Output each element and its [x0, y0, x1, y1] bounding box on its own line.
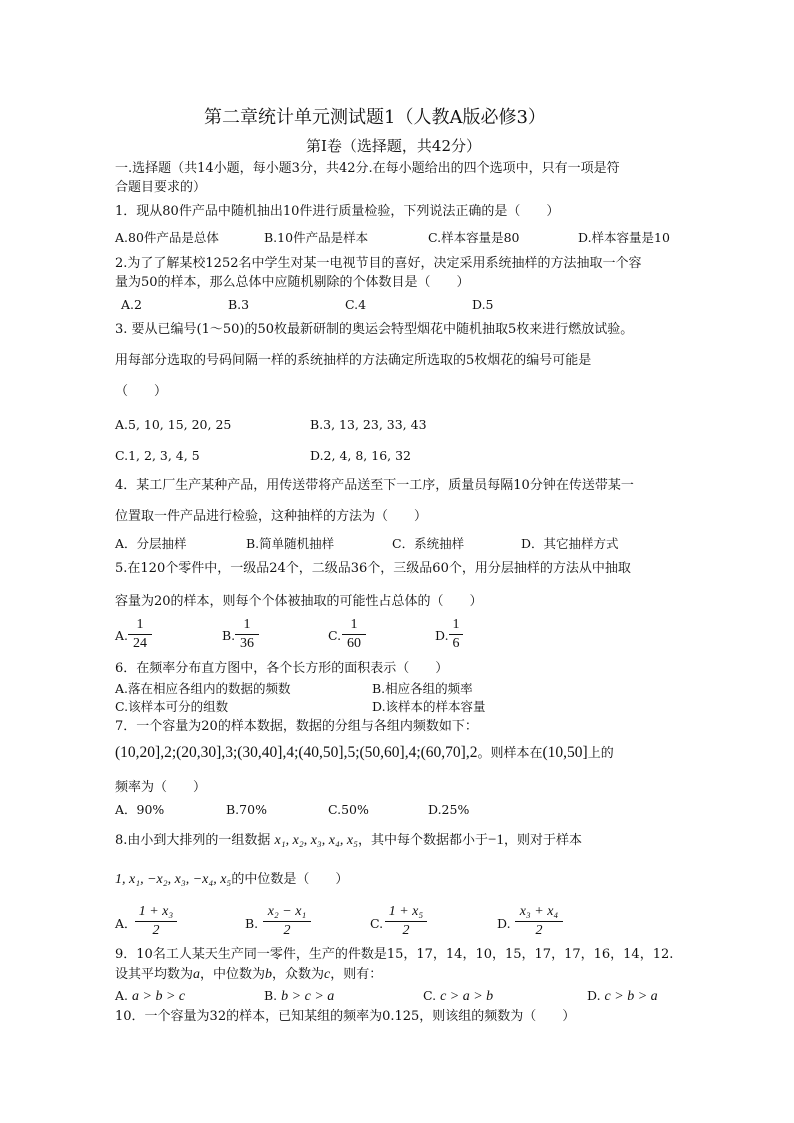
fraction-bar [449, 634, 463, 635]
question-8-variables: x₁, x₂, x₃, x₄, x₅ [274, 833, 358, 848]
fraction-numerator: 1 + x₅ [388, 904, 424, 919]
fraction-denominator: 2 [402, 923, 410, 938]
question-8-option-c-fraction [385, 904, 427, 939]
question-7-stem-line1: 7．一个容量为20的样本数据，数据的分组与各组内频数如下： [115, 719, 478, 734]
fraction-numerator: x₃ + x₄ [519, 904, 559, 919]
question-8-option-b-fraction [263, 904, 311, 939]
fraction-denominator: 24 [133, 636, 147, 651]
question-5-option-d-fraction [449, 617, 463, 652]
part-heading: 第Ⅰ卷（选择题，共42分） [306, 137, 482, 155]
question-2-stem-line2: 量为50的样本，那么总体中应随机剔除的个体数目是（ ） [115, 275, 470, 290]
question-9-stem-line1: 9．10名工人某天生产同一零件，生产的件数是15，17，14，10，15，17，17，16，14，12. [115, 947, 674, 962]
question-1-option-c: C.样本容量是80 [428, 230, 520, 245]
option-label: D. [587, 988, 601, 1003]
question-7-stem-line3: 频率为（ ） [115, 780, 207, 795]
question-8-sample: 1, x₁, −x₂, x₃, −x₄, x₅ [115, 872, 232, 887]
question-10-stem: 10．一个容量为32的样本，已知某组的频率为0.125，则该组的频数为（ ） [115, 1009, 576, 1024]
question-5-option-a-label: A. [115, 628, 129, 643]
question-5-option-a-fraction [128, 617, 152, 652]
question-3-stem-line1: 3. 要从已编号(1～50)的50枚最新研制的奥运会特型烟花中随机抽取5枚来进行燃放试验。 [115, 322, 634, 337]
question-9-option-d [587, 988, 658, 1005]
question-4-stem-line1: 4．某工厂生产某种产品，用传送带将产品送至下一工序，质量员每隔10分钟在传送带某一 [115, 478, 634, 493]
page-title: 第二章统计单元测试题1（人教A版必修3） [204, 107, 546, 128]
fraction-bar [515, 921, 563, 922]
question-9-option-c [423, 988, 493, 1005]
question-7-frequency-data: (10,20],2;(20,30],3;(30,40],4;(40,50],5;(50,60],4;(60,70],2 [115, 744, 478, 761]
question-3-stem-line2: 用每部分选取的号码间隔一样的系统抽样的方法确定所选取的5枚烟花的编号可能是 [115, 353, 592, 368]
fraction-numerator: 1 [452, 617, 460, 632]
question-8-stem-line1 [115, 832, 582, 849]
question-6-option-b: B.相应各组的频率 [372, 681, 473, 696]
question-9-stem-part-a: 设其平均数为 [115, 967, 194, 982]
fraction-denominator: 2 [535, 923, 543, 938]
question-1-option-d: D.样本容量是10 [578, 230, 670, 245]
question-8-option-d-label: D. [497, 916, 511, 931]
fraction-bar [235, 634, 259, 635]
question-8-stem-part-c: ，则对于样本 [503, 833, 582, 848]
question-9-stem-line2 [115, 967, 382, 983]
question-9-var-b: b [265, 967, 273, 982]
fraction-numerator: 1 [350, 617, 358, 632]
question-2-option-c: C.4 [345, 297, 367, 312]
question-3-option-d: D.2, 4, 8, 16, 32 [310, 448, 412, 463]
question-9-stem-part-d: ，则有： [330, 967, 383, 982]
question-3-stem-line3: （ ） [115, 384, 168, 399]
fraction-numerator: 1 [243, 617, 251, 632]
question-5-option-b-fraction [235, 617, 259, 652]
question-6-option-c: C.该样本可分的组数 [115, 699, 229, 714]
question-8-stem-part-a: 8.由小到大排列的一组数据 [115, 833, 271, 848]
question-5-stem-line1: 5.在120个零件中，一级品24个，二级品36个，三级品60个，用分层抽样的方法从中抽取 [115, 561, 631, 576]
question-8-option-b-label: B. [245, 916, 259, 931]
fraction-bar [135, 921, 177, 922]
question-5-option-c-label: C. [328, 628, 342, 643]
fraction-bar [263, 921, 311, 922]
question-8-stem-part-d: 的中位数是（ ） [231, 872, 349, 887]
question-9-stem-part-b: ，中位数为 [200, 967, 266, 982]
question-2-option-a: A.2 [121, 297, 142, 312]
question-7-tail-b: 上的 [587, 746, 614, 761]
option-label: B. [264, 988, 278, 1003]
question-8-option-a-label: A． [115, 916, 137, 931]
question-4-stem-line2: 位置取一件产品进行检验，这种抽样的方法为（ ） [115, 509, 428, 524]
fraction-bar [385, 921, 427, 922]
question-8-option-c-label: C. [370, 916, 384, 931]
fraction-denominator: 36 [240, 636, 254, 651]
question-4-option-a: A．分层抽样 [115, 536, 187, 551]
question-6-option-d: D.该样本的样本容量 [372, 699, 486, 714]
question-7-option-d: D.25% [428, 802, 470, 817]
question-9-var-a: a [193, 967, 201, 982]
question-7-interval: (10,50] [542, 744, 588, 761]
fraction-numerator: 1 [136, 617, 144, 632]
question-8-stem-part-b: ，其中每个数据都小于 [357, 833, 488, 848]
question-3-option-b: B.3, 13, 23, 33, 43 [310, 417, 427, 432]
question-9-option-a [115, 988, 185, 1005]
question-9-var-c: c [324, 967, 331, 982]
option-expression: b > c > a [281, 989, 335, 1004]
question-4-option-c: C．系统抽样 [392, 536, 465, 551]
section-instructions-line1: 一.选择题（共14小题，每小题3分，共42分.在每小题给出的四个选项中，只有一项是符 [115, 161, 620, 176]
question-8-stem-line2 [115, 872, 348, 888]
fraction-denominator: 2 [152, 923, 160, 938]
question-6-option-a: A.落在相应各组内的数据的频数 [115, 681, 291, 696]
question-9-option-b [264, 988, 334, 1005]
option-label: A. [115, 988, 129, 1003]
question-1-option-a: A.80件产品是总体 [115, 230, 219, 245]
question-7-tail-a: 。则样本在 [477, 746, 543, 761]
question-4-option-b: B.简单随机抽样 [246, 536, 335, 551]
fraction-numerator: 1 + x₃ [138, 904, 174, 919]
question-5-option-b-label: B. [222, 628, 236, 643]
question-6-stem: 6．在频率分布直方图中，各个长方形的面积表示（ ） [115, 661, 449, 676]
question-7-option-a: A．90% [115, 802, 165, 817]
question-1-stem: 1．现从80件产品中随机抽出10件进行质量检验，下列说法正确的是（ ） [115, 204, 560, 219]
fraction-denominator: 6 [452, 636, 460, 651]
question-7-option-c: C.50% [328, 802, 369, 817]
question-8-option-d-fraction [515, 904, 563, 939]
option-expression: a > b > c [132, 989, 186, 1004]
fraction-numerator: x₂ − x₁ [267, 904, 307, 919]
fraction-denominator: 60 [347, 636, 361, 651]
fraction-bar [128, 634, 152, 635]
question-2-option-d: D.5 [472, 297, 494, 312]
option-expression: c > a > b [440, 989, 494, 1004]
question-5-option-d-label: D. [435, 628, 449, 643]
question-8-option-a-fraction [135, 904, 177, 939]
question-3-option-c: C.1, 2, 3, 4, 5 [115, 448, 200, 463]
option-expression: c > b > a [604, 989, 658, 1004]
question-5-option-c-fraction [342, 617, 366, 652]
question-1-option-b: B.10件产品是样本 [264, 230, 369, 245]
question-7-option-b: B.70% [226, 802, 267, 817]
fraction-bar [342, 634, 366, 635]
question-4-option-d: D．其它抽样方式 [521, 536, 619, 551]
fraction-denominator: 2 [283, 923, 291, 938]
question-2-option-b: B.3 [228, 297, 250, 312]
section-instructions-line2: 合题目要求的） [115, 180, 207, 195]
question-7-stem-line2 [115, 745, 614, 762]
question-8-negative-one: −1 [487, 832, 504, 848]
option-label: C. [423, 988, 437, 1003]
question-9-stem-part-c: ，众数为 [272, 967, 325, 982]
question-5-stem-line2: 容量为20的样本，则每个个体被抽取的可能性占总体的（ ） [115, 594, 483, 609]
question-3-option-a: A.5, 10, 15, 20, 25 [115, 417, 232, 432]
question-2-stem-line1: 2.为了了解某校1252名中学生对某一电视节目的喜好，决定采用系统抽样的方法抽取一个容 [115, 256, 642, 271]
